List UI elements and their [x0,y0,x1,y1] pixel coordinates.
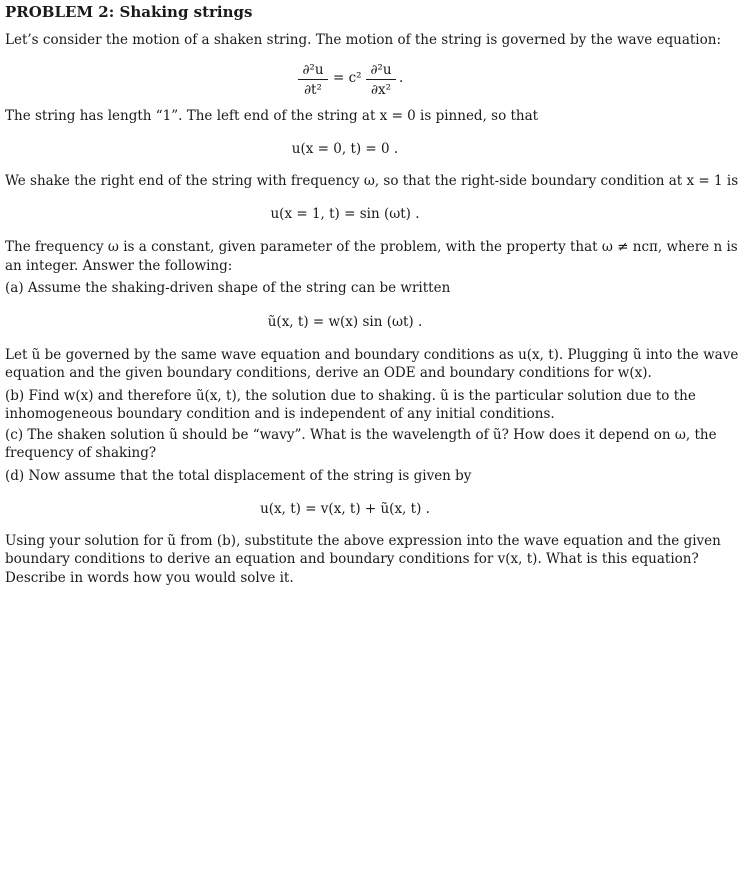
wave-eq-rhs-fraction-bar [366,79,396,80]
using-line-2: boundary conditions to derive an equation and boundary conditions for v(x, t). What is this equation? [5,551,699,567]
part-d-text: (d) Now assume that the total displacement of the string is given by [5,468,472,484]
let-line-2: equation and the given boundary conditions, derive an ODE and boundary conditions for w(x). [5,365,652,381]
problem-heading: PROBLEM 2: Shaking strings [5,3,253,21]
part-c-line-2: frequency of shaking? [5,445,157,461]
wave-eq-rhs-numerator: ∂²u [370,62,392,78]
frequency-line-2: an integer. Answer the following: [5,258,233,274]
total-displacement-equation: u(x, t) = v(x, t) + ũ(x, t) . [260,501,430,517]
using-line-1: Using your solution for ũ from (b), substitute the above expression into the wave equation and the given [5,533,721,549]
part-b-line-2: inhomogeneous boundary condition and is independent of any initial conditions. [5,406,555,422]
let-line-1: Let ũ be governed by the same wave equation and boundary conditions as u(x, t). Plugging ũ into the wave [5,347,739,363]
part-c-line-1: (c) The shaken solution ũ should be “wavy”. What is the wavelength of ũ? How does it depend on ω, the [5,427,717,443]
wave-eq-lhs-denominator: ∂t² [304,82,322,98]
part-b-line-1: (b) Find w(x) and therefore ũ(x, t), the solution due to shaking. ũ is the particular solution due to the [5,388,696,404]
left-boundary-condition: u(x = 0, t) = 0 . [291,141,399,157]
wave-eq-lhs-numerator: ∂²u [302,62,324,78]
wave-eq-period: . [399,70,404,86]
wave-eq-equals: = c² [333,70,362,86]
wave-eq-lhs-fraction-bar [298,79,328,80]
wave-eq-rhs-denominator: ∂x² [370,82,391,98]
right-boundary-condition: u(x = 1, t) = sin (ωt) . [270,206,420,222]
shake-sentence: We shake the right end of the string with frequency ω, so that the right-side boundary condition at x = 1 is [5,173,739,189]
ansatz-equation: ũ(x, t) = w(x) sin (ωt) . [267,314,423,330]
using-line-3: Describe in words how you would solve it. [5,570,294,586]
intro-text: Let’s consider the motion of a shaken string. The motion of the string is governed by the wave equation: [5,32,721,48]
part-a-text: (a) Assume the shaking-driven shape of the string can be written [5,280,451,296]
frequency-line-1: The frequency ω is a constant, given parameter of the problem, with the property that ω ≠ ncπ, where n is [5,239,738,255]
length-sentence: The string has length “1”. The left end of the string at x = 0 is pinned, so that [5,108,539,124]
